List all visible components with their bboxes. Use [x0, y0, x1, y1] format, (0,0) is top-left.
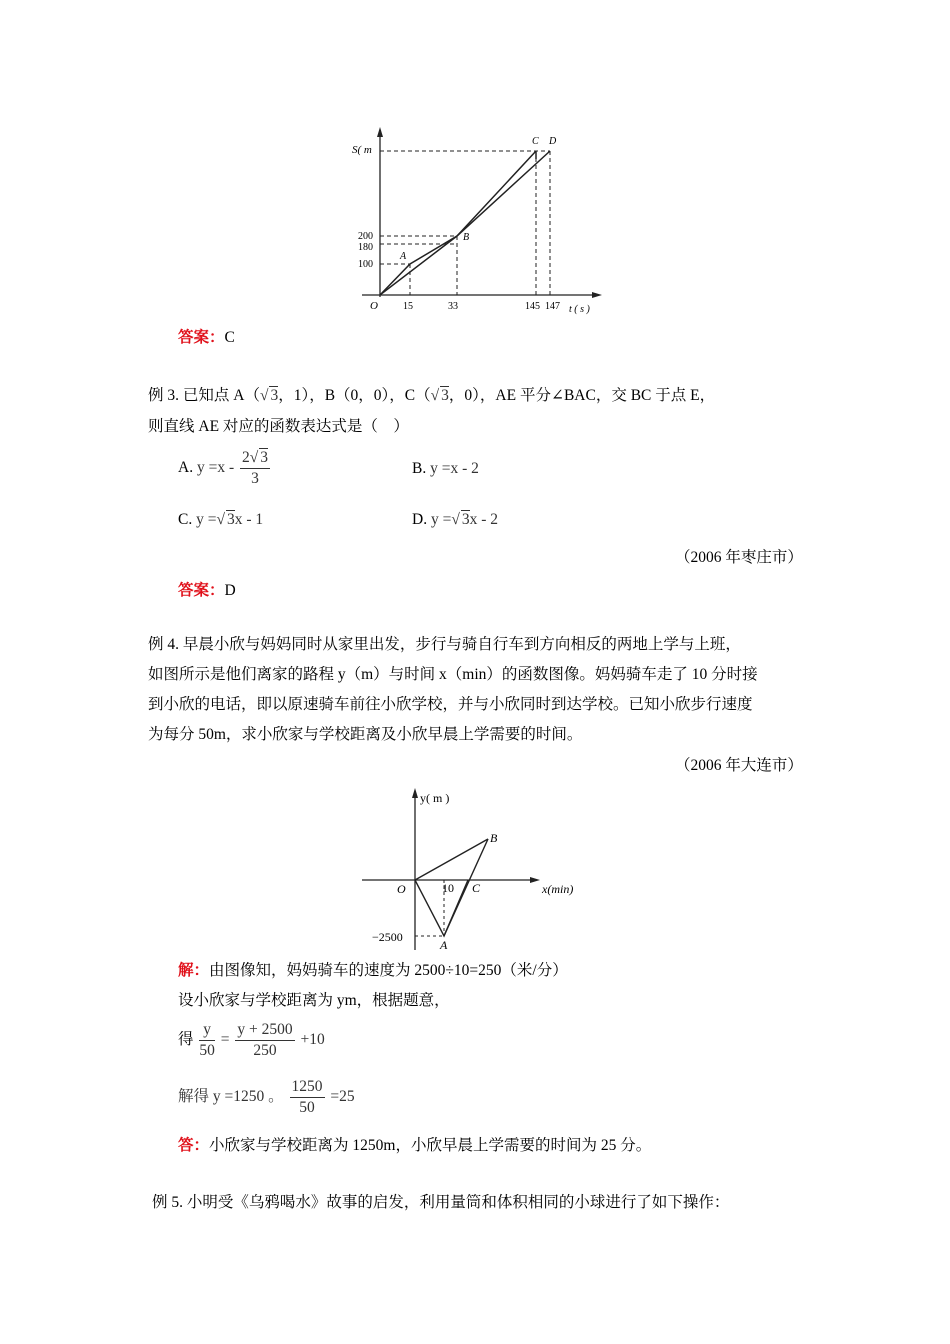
x-axis-label: x(min) — [542, 882, 574, 896]
x-tick-145: 145 — [525, 301, 540, 312]
ex4-line4: 为每分 50m，求小欣家与学校距离及小欣早晨上学需要的时间。 — [148, 726, 583, 743]
answer-3: 答案：D — [178, 582, 236, 599]
point-b-label: B — [490, 831, 498, 845]
point-d-label: D — [549, 136, 557, 147]
y-tick-100: 100 — [358, 259, 373, 270]
y-axis-label: y( m ) — [420, 791, 450, 805]
y-tick-180: 180 — [358, 242, 373, 253]
y-axis-arrow — [412, 788, 418, 798]
y-tick-200: 200 — [358, 231, 373, 242]
ex3-question-line1: 例 3. 已知点 A（√ 3，1），B（0，0），C（√ 3，0），AE 平分∠BAC，交 BC 于点 E， — [148, 387, 716, 404]
origin-label: O — [370, 300, 378, 312]
final-answer: 答：小欣家与学校距离为 1250m，小欣早晨上学需要的时间为 25 分。 — [178, 1137, 652, 1154]
ex3-option-b: B. y =x - 2 — [412, 460, 479, 477]
point-c-label: C — [472, 881, 481, 895]
mom-xiaoxin-graph — [360, 785, 600, 955]
answer-value: C — [224, 329, 235, 346]
x-axis-arrow — [592, 292, 602, 298]
answer-1 — [178, 325, 235, 347]
y-tick-2500: −2500 — [372, 930, 403, 944]
solution-line2: 设小欣家与学校距离为 ym，根据题意， — [178, 992, 450, 1009]
cycling-path — [380, 151, 550, 295]
x-axis-arrow — [530, 877, 540, 883]
option-a-fraction: $\frac{2√ 3}{3}$ — [241, 449, 268, 487]
y-axis-label: S( m — [352, 144, 372, 156]
point-a-label: A — [400, 251, 407, 262]
origin-label: O — [397, 882, 406, 896]
x-tick-10: 10 — [442, 881, 454, 895]
ex4-source: （2006 年大连市） — [675, 757, 803, 774]
ex3-option-c: C. y =√ 3x - 1 — [178, 511, 264, 528]
distance-time-graph — [340, 125, 615, 320]
point-c-label: C — [532, 136, 539, 147]
x-tick-33: 33 — [448, 301, 458, 312]
xiaoxin-path — [415, 839, 488, 880]
x-axis-label: t ( s ) — [569, 304, 590, 315]
ex4-line2: 如图所示是他们离家的路程 y（m）与时间 x（min）的函数图像。妈妈骑车走了 10 分时接 — [148, 666, 758, 683]
ex3-option-a: A. y =x - $\frac{2√ 3}{3}$ — [178, 449, 268, 487]
ex4-line1: 例 4. 早晨小欣与妈妈同时从家里出发，步行与骑自行车到方向相反的两地上学与上班， — [148, 636, 741, 653]
ex4-line3: 到小欣的电话，即以原速骑车前往小欣学校，并与小欣同时到达学校。已知小欣步行速度 — [148, 696, 753, 713]
x-tick-147: 147 — [545, 301, 560, 312]
ex3-source: （2006 年枣庄市） — [675, 549, 803, 566]
point-a-label: A — [440, 938, 448, 952]
answer-label: 答案： — [178, 329, 225, 346]
walking-path — [380, 151, 536, 295]
y-axis-arrow — [377, 127, 383, 137]
solution-equation: 得 $\frac{y}{50}$ = $\frac{y + 2500}{250}$ +10 — [178, 1021, 325, 1059]
ex5-line1: 例 5. 小明受《乌鸦喝水》故事的启发，利用量筒和体积相同的小球进行了如下操作： — [152, 1194, 730, 1211]
dashed-guides — [380, 151, 550, 295]
point-b-label: B — [463, 232, 470, 243]
solution-result: 解得 y =1250 。 $\frac{1250}{50}$ =25 — [178, 1078, 355, 1116]
ex3-option-d: D. y =√ 3x - 2 — [412, 511, 499, 528]
ex3-question-line2: 则直线 AE 对应的函数表达式是（ ） — [148, 418, 409, 435]
x-tick-15: 15 — [403, 301, 413, 312]
solution-line1: 解：由图像知，妈妈骑车的速度为 2500÷10=250（米/分） — [178, 962, 568, 979]
